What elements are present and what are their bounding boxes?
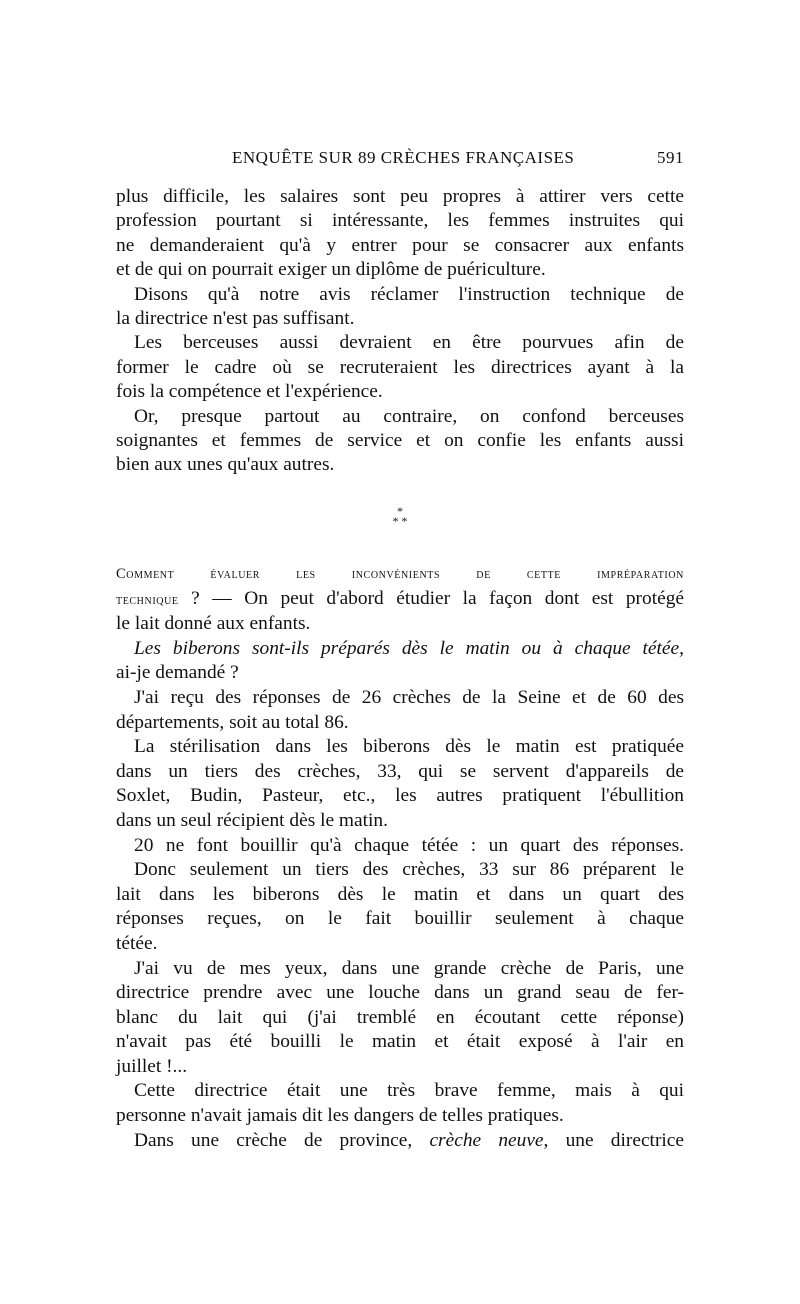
text-line: tétée. [116,932,158,954]
text-line: plus difficile, les salaires sont peu propres à attirer vers cette [116,186,684,207]
text-line: lait dans les biberons dès le matin et dans un quart des [116,883,684,905]
text-line: personne n'avait jamais dit les dangers de telles pratiques. [116,1105,564,1127]
text-line: dans un tiers des crèches, 33, qui se servent d'appareils de [116,760,684,782]
asterism-top: * [397,504,403,518]
italic-question [116,637,684,662]
text-line: bien aux unes qu'aux autres. [116,454,335,476]
text-line: ne demanderaient qu'à y entrer pour se consacrer aux enfants [116,234,684,256]
text-line: J'ai reçu des réponses de 26 crèches de la Seine et de 60 des [134,686,684,708]
text-line: 20 ne font bouillir qu'à chaque tétée : un quart des réponses. [134,834,684,856]
heading-continuation: ? — On peut d'abord étudier la façon dont est protégé [178,587,684,609]
italic-question-text: Les biberons sont-ils préparés dès le matin ou à chaque tétée, [134,637,684,659]
text-line: Les berceuses aussi devraient en être pourvues afin de [134,332,684,354]
text-line: ai-je demandé ? [116,662,239,684]
text-line: soignantes et femmes de service et on confie les enfants aussi [116,430,684,452]
running-title: ENQUÊTE SUR 89 CRÈCHES FRANÇAISES [232,148,575,167]
page-number: 591 [657,148,684,167]
text-line: et de qui on pourrait exiger un diplôme de puériculture. [116,259,546,281]
text-line: profession pourtant si intéressante, les femmes instruites qui [116,210,684,232]
paragraph-block-1 [116,185,684,478]
text-line: n'avait pas été bouilli le matin et était exposé à l'air en [116,1031,684,1053]
last-line-end: , une directrice [543,1129,684,1151]
text-line: Soxlet, Budin, Pasteur, etc., les autres pratiquent l'ébullition [116,785,684,807]
text-line: réponses reçues, on le fait bouillir seulement à chaque [116,908,684,930]
text-line: blanc du lait qui (j'ai tremblé en écoutant cette réponse) [116,1006,684,1028]
section-heading-line [116,562,684,587]
text-line: Or, presque partout au contraire, on confond berceuses [134,405,684,427]
running-head [116,148,684,172]
text-line: Donc seulement un tiers des crèches, 33 sur 86 préparent le [134,859,684,881]
text-line [116,587,684,613]
last-line-start: Dans une crèche de province, [134,1129,430,1151]
text-line: départements, soit au total 86. [116,711,349,733]
text-line: La stérilisation dans les biberons dès le matin est pratiquée [134,736,684,758]
text-line: former le cadre où se recruteraient les directrices ayant à la [116,356,684,378]
paragraph-block-2 [116,562,684,1153]
text-line: Disons qu'à notre avis réclamer l'instruction technique de [134,283,684,305]
asterism-bottom: * * [392,514,408,528]
text-line: fois la compétence et l'expérience. [116,381,383,403]
section-heading-smallcaps-2: technique [116,591,179,608]
text-line: J'ai vu de mes yeux, dans une grande crèche de Paris, une [134,957,684,979]
text-line-last [116,1129,684,1154]
text-line: Cette directrice était une très brave femme, mais à qui [134,1080,684,1102]
text-line: le lait donné aux enfants. [116,613,311,635]
section-heading-smallcaps: Comment évaluer les inconvénients de cette impréparation [116,566,684,582]
section-break-asterism [0,506,800,536]
last-line-italic: crèche neuve [429,1129,544,1151]
text-line: juillet !... [116,1055,188,1077]
text-line: la directrice n'est pas suffisant. [116,308,355,330]
text-line: dans un seul récipient dès le matin. [116,809,388,831]
text-line: directrice prendre avec une louche dans un grand seau de fer- [116,982,684,1004]
